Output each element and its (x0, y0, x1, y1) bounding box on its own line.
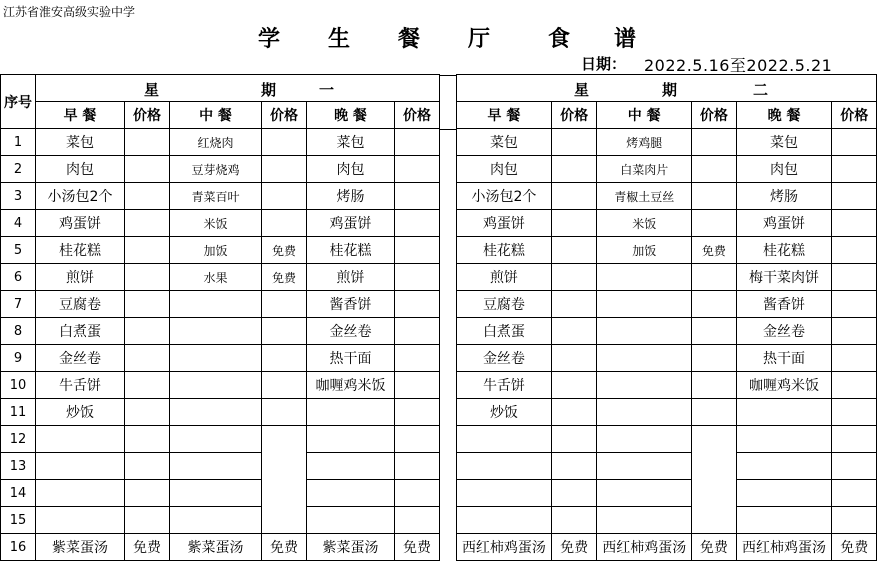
dinner-price (832, 318, 877, 345)
breakfast-item: 白煮蛋 (36, 318, 125, 345)
breakfast-price (551, 399, 596, 426)
day-char: 期 (261, 81, 277, 99)
lunch-item: 青椒土豆丝 (597, 183, 692, 210)
dinner-price (395, 291, 440, 318)
lunch-price (262, 210, 307, 237)
lunch-price (692, 318, 736, 345)
table-row (457, 264, 877, 291)
dinner-item: 西红柿鸡蛋汤 (736, 534, 832, 561)
lunch-item (597, 507, 692, 534)
dinner-price (395, 183, 440, 210)
breakfast-item: 小汤包2个 (457, 183, 552, 210)
dinner-item (307, 453, 395, 480)
breakfast-price (125, 372, 170, 399)
breakfast-item: 菜包 (457, 129, 552, 156)
row-number: 11 (1, 399, 36, 426)
breakfast-item: 炒饭 (457, 399, 552, 426)
dinner-price (832, 426, 877, 453)
lunch-price (692, 399, 736, 426)
lunch-item (170, 291, 262, 318)
dinner-price (832, 372, 877, 399)
lunch-item (597, 426, 692, 453)
table-row (1, 318, 440, 345)
breakfast-price (125, 183, 170, 210)
table-row (457, 372, 877, 399)
row-number: 4 (1, 210, 36, 237)
lunch-price (262, 372, 307, 399)
row-number: 10 (1, 372, 36, 399)
lunch-price (692, 345, 736, 372)
breakfast-price (551, 264, 596, 291)
title-char: 餐 (398, 27, 421, 52)
dinner-price: 免费 (395, 534, 440, 561)
breakfast-item: 桂花糕 (457, 237, 552, 264)
menu-table-day-1 (0, 74, 440, 561)
breakfast-price (551, 156, 596, 183)
row-number: 15 (1, 507, 36, 534)
lunch-price (262, 318, 307, 345)
table-row (1, 183, 440, 210)
lunch-price (692, 129, 736, 156)
dinner-item (307, 480, 395, 507)
title-char: 食 (548, 27, 571, 52)
row-number: 3 (1, 183, 36, 210)
gap-divider (439, 75, 456, 76)
breakfast-item: 鸡蛋饼 (457, 210, 552, 237)
dinner-price (832, 129, 877, 156)
dinner-item (307, 399, 395, 426)
lunch-item (597, 264, 692, 291)
breakfast-price (125, 156, 170, 183)
dinner-item: 酱香饼 (736, 291, 832, 318)
lunch-price: 免费 (692, 534, 736, 561)
table-row (457, 183, 877, 210)
lunch-price (262, 291, 307, 318)
dinner-price-header: 价格 (395, 102, 440, 129)
table-row (1, 291, 440, 318)
dinner-price (395, 345, 440, 372)
breakfast-item (457, 480, 552, 507)
gap-divider (439, 129, 456, 130)
lunch-price (262, 156, 307, 183)
day-char: 星 (144, 81, 160, 99)
breakfast-item (457, 507, 552, 534)
row-number: 2 (1, 156, 36, 183)
dinner-price (395, 372, 440, 399)
breakfast-header: 早 餐 (36, 102, 125, 129)
breakfast-item: 金丝卷 (36, 345, 125, 372)
menu-table-day-2 (456, 74, 877, 561)
lunch-price: 免费 (262, 534, 307, 561)
lunch-item (170, 399, 262, 426)
table-row (1, 264, 440, 291)
lunch-item: 加饭 (597, 237, 692, 264)
breakfast-item: 鸡蛋饼 (36, 210, 125, 237)
breakfast-item: 金丝卷 (457, 345, 552, 372)
breakfast-item (36, 453, 125, 480)
breakfast-price: 免费 (125, 534, 170, 561)
breakfast-item: 煎饼 (36, 264, 125, 291)
dinner-price (832, 399, 877, 426)
row-number: 14 (1, 480, 36, 507)
lunch-item (170, 507, 262, 534)
lunch-price (262, 183, 307, 210)
breakfast-item: 紫菜蛋汤 (36, 534, 125, 561)
dinner-item: 烤肠 (307, 183, 395, 210)
table-row (1, 480, 440, 507)
dinner-item (736, 399, 832, 426)
breakfast-item: 肉包 (457, 156, 552, 183)
breakfast-price: 免费 (551, 534, 596, 561)
breakfast-item: 西红柿鸡蛋汤 (457, 534, 552, 561)
dinner-price (395, 453, 440, 480)
row-number: 16 (1, 534, 36, 561)
dinner-item: 肉包 (736, 156, 832, 183)
lunch-item (597, 345, 692, 372)
breakfast-price (125, 210, 170, 237)
lunch-price (692, 183, 736, 210)
dinner-item: 紫菜蛋汤 (307, 534, 395, 561)
table-row (1, 426, 440, 453)
dinner-item: 鸡蛋饼 (736, 210, 832, 237)
dinner-header: 晚 餐 (307, 102, 395, 129)
dinner-price (395, 264, 440, 291)
breakfast-item (36, 480, 125, 507)
table-row (457, 507, 877, 534)
table-row (457, 237, 877, 264)
lunch-item: 米饭 (170, 210, 262, 237)
dinner-price (832, 264, 877, 291)
table-row (457, 480, 877, 507)
date-label: 日期： (581, 55, 627, 73)
breakfast-price (125, 426, 170, 453)
breakfast-price (125, 480, 170, 507)
dinner-price (832, 210, 877, 237)
lunch-item (170, 480, 262, 507)
dinner-price (395, 318, 440, 345)
dinner-item: 梅干菜肉饼 (736, 264, 832, 291)
breakfast-price (125, 318, 170, 345)
table-row (457, 291, 877, 318)
dinner-item (736, 426, 832, 453)
dinner-item (307, 426, 395, 453)
breakfast-item (36, 507, 125, 534)
lunch-item: 加饭 (170, 237, 262, 264)
breakfast-price (551, 426, 596, 453)
dinner-item: 肉包 (307, 156, 395, 183)
lunch-price-header: 价格 (262, 102, 307, 129)
dinner-header: 晚 餐 (736, 102, 832, 129)
row-number: 8 (1, 318, 36, 345)
title-char: 谱 (614, 27, 637, 52)
row-number: 7 (1, 291, 36, 318)
row-number: 6 (1, 264, 36, 291)
row-number: 13 (1, 453, 36, 480)
row-number: 5 (1, 237, 36, 264)
table-row (457, 426, 877, 453)
lunch-item: 青菜百叶 (170, 183, 262, 210)
lunch-item: 白菜肉片 (597, 156, 692, 183)
lunch-price (262, 129, 307, 156)
breakfast-price (551, 210, 596, 237)
breakfast-item (36, 426, 125, 453)
breakfast-price (551, 345, 596, 372)
lunch-item (597, 372, 692, 399)
table-row (457, 453, 877, 480)
dinner-item (307, 507, 395, 534)
dinner-price (832, 291, 877, 318)
lunch-price (692, 156, 736, 183)
breakfast-price (125, 129, 170, 156)
breakfast-header: 早 餐 (457, 102, 552, 129)
breakfast-price (551, 453, 596, 480)
dinner-item: 金丝卷 (307, 318, 395, 345)
table-row (1, 534, 440, 561)
breakfast-price (125, 345, 170, 372)
dinner-item (736, 480, 832, 507)
lunch-price (262, 399, 307, 426)
day-char: 期 (662, 81, 678, 99)
lunch-price (692, 264, 736, 291)
dinner-item: 菜包 (736, 129, 832, 156)
day-char: 二 (753, 81, 769, 99)
lunch-item: 烤鸡腿 (597, 129, 692, 156)
breakfast-price-header: 价格 (551, 102, 596, 129)
breakfast-item: 白煮蛋 (457, 318, 552, 345)
lunch-item (170, 453, 262, 480)
table-row (457, 534, 877, 561)
title-char: 厅 (468, 27, 491, 52)
table-row (1, 210, 440, 237)
breakfast-item (457, 426, 552, 453)
dinner-item: 金丝卷 (736, 318, 832, 345)
table-row (457, 156, 877, 183)
lunch-price: 免费 (262, 237, 307, 264)
table-row (1, 372, 440, 399)
lunch-price: 免费 (692, 237, 736, 264)
dinner-item: 桂花糕 (307, 237, 395, 264)
breakfast-price (551, 237, 596, 264)
lunch-item (597, 399, 692, 426)
breakfast-item: 肉包 (36, 156, 125, 183)
breakfast-price (551, 507, 596, 534)
dinner-price (395, 129, 440, 156)
breakfast-item: 小汤包2个 (36, 183, 125, 210)
dinner-price (395, 156, 440, 183)
dinner-item: 热干面 (736, 345, 832, 372)
breakfast-item: 桂花糕 (36, 237, 125, 264)
breakfast-item: 牛舌饼 (457, 372, 552, 399)
table-row (457, 399, 877, 426)
dinner-item (736, 507, 832, 534)
day-char: 一 (319, 81, 335, 99)
dinner-price (395, 210, 440, 237)
table-row (1, 237, 440, 264)
dinner-price (832, 480, 877, 507)
table-row (1, 129, 440, 156)
breakfast-price (125, 237, 170, 264)
dinner-price (395, 480, 440, 507)
lunch-price (692, 372, 736, 399)
lunch-item (170, 345, 262, 372)
breakfast-price (551, 372, 596, 399)
dinner-price (395, 237, 440, 264)
title-char: 生 (328, 27, 351, 52)
lunch-price (692, 291, 736, 318)
breakfast-item: 豆腐卷 (457, 291, 552, 318)
breakfast-item: 煎饼 (457, 264, 552, 291)
dinner-price (832, 237, 877, 264)
breakfast-price (551, 480, 596, 507)
day-header (36, 75, 440, 102)
lunch-header: 中 餐 (170, 102, 262, 129)
dinner-item: 热干面 (307, 345, 395, 372)
dinner-item: 酱香饼 (307, 291, 395, 318)
breakfast-price (551, 291, 596, 318)
lunch-item (597, 291, 692, 318)
dinner-price-header: 价格 (832, 102, 877, 129)
breakfast-price-header: 价格 (125, 102, 170, 129)
table-gap (439, 74, 456, 559)
table-row (1, 453, 440, 480)
dinner-price (832, 507, 877, 534)
breakfast-price (125, 291, 170, 318)
dinner-price (832, 183, 877, 210)
lunch-price-header: 价格 (692, 102, 736, 129)
lunch-item: 西红柿鸡蛋汤 (597, 534, 692, 561)
breakfast-price (125, 264, 170, 291)
dinner-price (832, 156, 877, 183)
lunch-item: 红烧肉 (170, 129, 262, 156)
dinner-item: 咖喱鸡米饭 (736, 372, 832, 399)
breakfast-price (551, 183, 596, 210)
table-row (457, 318, 877, 345)
breakfast-price (125, 453, 170, 480)
row-number: 12 (1, 426, 36, 453)
dinner-price (832, 345, 877, 372)
dinner-item: 烤肠 (736, 183, 832, 210)
seq-header: 序号 (1, 75, 36, 129)
dinner-item: 菜包 (307, 129, 395, 156)
school-name: 江苏省淮安高级实验中学 (3, 5, 136, 19)
table-row (1, 507, 440, 534)
breakfast-price (551, 129, 596, 156)
dinner-price (395, 399, 440, 426)
lunch-price (262, 345, 307, 372)
dinner-item: 桂花糕 (736, 237, 832, 264)
lunch-item: 豆芽烧鸡 (170, 156, 262, 183)
breakfast-price (125, 399, 170, 426)
row-number: 9 (1, 345, 36, 372)
table-row (1, 399, 440, 426)
breakfast-item (457, 453, 552, 480)
table-row (457, 345, 877, 372)
lunch-item: 紫菜蛋汤 (170, 534, 262, 561)
lunch-price-merged (262, 426, 307, 534)
lunch-item (170, 318, 262, 345)
lunch-item (170, 426, 262, 453)
breakfast-price (551, 318, 596, 345)
dinner-item: 煎饼 (307, 264, 395, 291)
lunch-item: 水果 (170, 264, 262, 291)
breakfast-price (125, 507, 170, 534)
lunch-item (170, 372, 262, 399)
dinner-price (395, 426, 440, 453)
lunch-item (597, 480, 692, 507)
row-number: 1 (1, 129, 36, 156)
lunch-price: 免费 (262, 264, 307, 291)
lunch-price-merged (692, 426, 736, 534)
day-char: 星 (574, 81, 590, 99)
table-row (457, 129, 877, 156)
table-row (457, 210, 877, 237)
breakfast-item: 菜包 (36, 129, 125, 156)
breakfast-item: 炒饭 (36, 399, 125, 426)
table-row (1, 156, 440, 183)
breakfast-item: 豆腐卷 (36, 291, 125, 318)
dinner-item: 鸡蛋饼 (307, 210, 395, 237)
lunch-item: 米饭 (597, 210, 692, 237)
lunch-item (597, 453, 692, 480)
table-row (1, 345, 440, 372)
dinner-item (736, 453, 832, 480)
breakfast-item: 牛舌饼 (36, 372, 125, 399)
date-range: 2022.5.16至2022.5.21 (644, 56, 833, 75)
dinner-item: 咖喱鸡米饭 (307, 372, 395, 399)
lunch-price (692, 210, 736, 237)
lunch-item (597, 318, 692, 345)
day-header (457, 75, 877, 102)
dinner-price: 免费 (832, 534, 877, 561)
dinner-price (832, 453, 877, 480)
dinner-price (395, 507, 440, 534)
title-char: 学 (258, 27, 281, 52)
lunch-header: 中 餐 (597, 102, 692, 129)
